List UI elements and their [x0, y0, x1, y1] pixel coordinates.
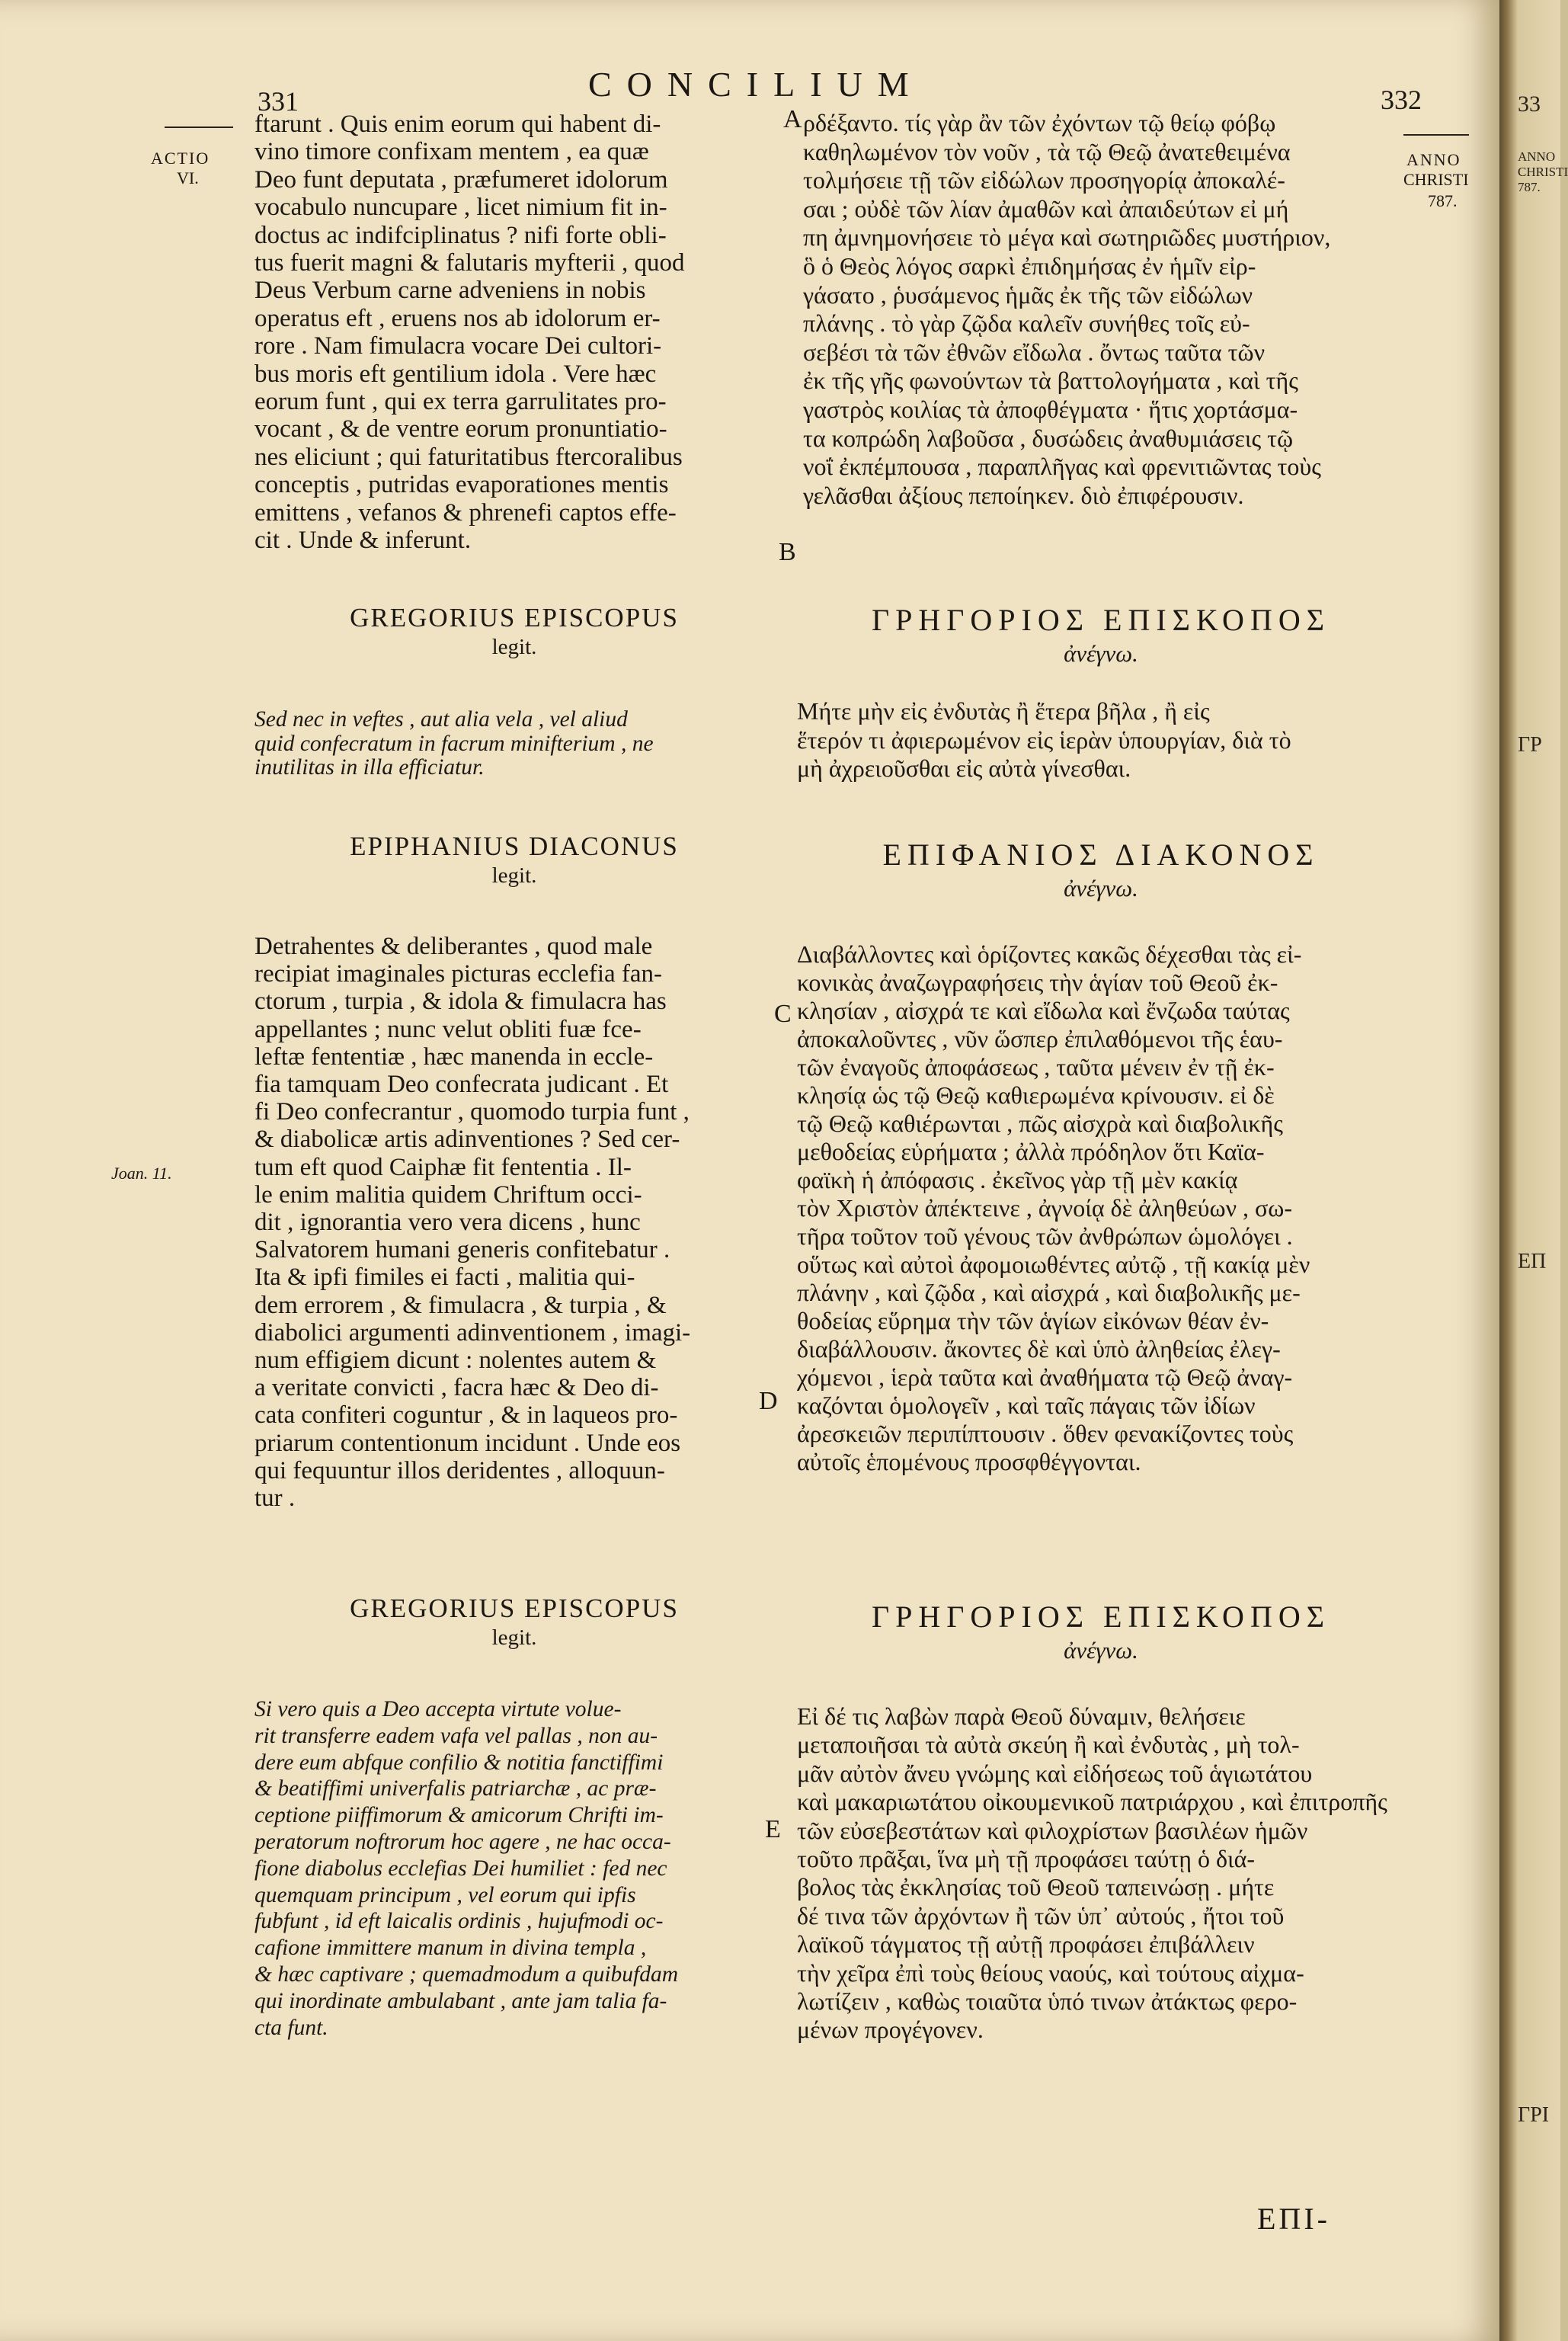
greek-line: πλάνης . τὸ γὰρ ζῷδα καλεῖν συνήθες τοῖς εὐ- [803, 309, 1250, 338]
greek-line: τα κοπρώδη λαβοῦσα , δυσώδεις ἀναθυμιάσεις τῷ [803, 424, 1294, 452]
greek-line: τὴν χεῖρα ἐπὶ τοὺς θείους ναούς, καὶ τούτους αἰχμα- [797, 1958, 1304, 1987]
greek-line: τῶν ἐναγοῦς ἀποφάσεως , ταῦτα μένειν ἐν τῇ ἐκ- [797, 1053, 1275, 1081]
section-letter-d: D [759, 1387, 778, 1415]
latin-line: cafione immittere manum in divina templa , [254, 1936, 647, 1961]
latin-line: appellantes ; nunc velut obliti fuæ fce- [254, 1015, 642, 1043]
latin-line: rit transferre eadem vafa vel pallas , non au- [254, 1723, 658, 1748]
adjacent-heading-1: ΓΡ [1518, 733, 1542, 757]
greek-line: ὃ ὁ Θεὸς λόγος σαρκὶ ἐπιδημήσας ἐν ἡμῖν εἰρ- [803, 251, 1256, 280]
greek-line: ἀποκαλοῦντες , νῦν ὥσπερ ἐπιλαθόμενοι τῆς ἑαυ- [797, 1025, 1283, 1052]
greek-line: νοΐ ἐκπέμπουσα , παραπλῆγας καὶ φρενιτιῶντας τοὺς [803, 453, 1321, 481]
greek-line: ἕτερόν τι ἀφιερωμένον εἰς ἱερὰν ὑπουργίαν, διὰ τὸ [797, 725, 1291, 754]
latin-line: le enim malitia quidem Chriftum occi- [254, 1180, 642, 1209]
latin-line: priarum contentionum incidunt . Unde eos [254, 1429, 681, 1457]
latin-line: Deus Verbum carne adveniens in nobis [254, 277, 646, 305]
latin-line: qui fequuntur illos deridentes , alloquun- [254, 1456, 665, 1484]
margin-rule-right [1403, 134, 1469, 136]
greek-line: δέ τινα τῶν ἀρχόντων ἢ τῶν ὑπ᾽ αὐτούς , ἤτοι τοῦ [797, 1901, 1285, 1929]
greek-heading-anegno: ἀνέγνω. [1064, 875, 1138, 901]
latin-line: ftarunt . Quis enim eorum qui habent di- [254, 110, 661, 138]
bible-citation: Joan. 11. [111, 1164, 172, 1183]
greek-line: πλάνην , καὶ ζῷδα , καὶ αἰσχρά , καὶ διαβολικῆς με- [797, 1279, 1301, 1306]
margin-rule-left [165, 126, 233, 128]
adjacent-heading-2: ΕΠ [1518, 1250, 1547, 1273]
latin-line: inutilitas in illa efficiatur. [254, 755, 485, 780]
greek-line: μεθοδείας εὑρήματα ; ἀλλὰ πρόδηλον ὅτι Καϊα- [797, 1138, 1265, 1165]
greek-line: σαι ; οὐδὲ τῶν λίαν ἀμαθῶν καὶ ἀπαιδεύτων εἰ μή [803, 194, 1289, 223]
latin-line: Si vero quis a Deo accepta virtute volue- [254, 1697, 622, 1721]
greek-line: μᾶν αὐτὸν ἄνευ γνώμης καὶ εἰδήσεως τοῦ ἁγιωτάτου [797, 1759, 1313, 1787]
latin-line: Deo funt deputata , præfumeret idolorum [254, 165, 668, 194]
adjacent-year: 787. [1518, 180, 1541, 194]
greek-line: τῶν εὐσεβεστάτων καὶ φιλοχρίστων βασιλέων ἡμῶν [797, 1816, 1308, 1844]
adjacent-anno: ANNO [1518, 149, 1556, 164]
greek-line: Εἰ δέ τις λαβὼν παρὰ Θεοῦ δύναμιν, θελήσειε [797, 1702, 1246, 1730]
actio-number: VI. [177, 168, 199, 187]
anno-year: 787. [1428, 191, 1458, 210]
greek-line: ἀρεσκειῶν περιπίπτουσιν . ὅθεν φενακίζοντες τοὺς [797, 1420, 1294, 1447]
greek-heading-name: ΓΡΗΓΟΡΙΟΣ ΕΠΙΣΚΟΠΟΣ [872, 1600, 1330, 1634]
latin-line: vocabulo nuncupare , licet nimium fit in- [254, 194, 667, 222]
latin-line: tur . [254, 1484, 296, 1513]
latin-line: ctorum , turpia , & idola & fimulacra has [254, 988, 667, 1016]
latin-line: num effigiem dicunt : nolentes autem & [254, 1347, 657, 1375]
latin-heading-legit: legit. [491, 635, 537, 659]
latin-line: fi Deo confecrantur , quomodo turpia funt , [254, 1098, 690, 1126]
latin-line: qui inordinate ambulabant , ante jam talia fa- [254, 1988, 667, 2013]
greek-line: τῆρα τοῦτον τοῦ γένους τῶν ἀνθρώπων ὡμολόγει . [797, 1222, 1293, 1250]
greek-line: μένων προγέγονεν. [797, 2016, 984, 2044]
greek-section-2-text [797, 940, 1399, 1476]
latin-line: cit . Unde & inferunt. [254, 527, 472, 555]
latin-heading-legit: legit. [491, 1625, 537, 1650]
greek-line: τολμήσειε τῇ τῶν εἰδώλων προσηγορίᾳ ἀποκαλέ- [803, 166, 1285, 194]
latin-line: doctus ac indifciplinatus ? nifi forte obli- [254, 221, 667, 249]
latin-line: Detrahentes & deliberantes , quod male [254, 933, 653, 960]
latin-line: fia tamquam Deo confecrata judicant . Et [254, 1071, 669, 1099]
greek-line: κονικὰς ἀναζωγραφήσεις τὴν ἁγίαν τοῦ Θεοῦ ἐκ- [797, 969, 1278, 996]
greek-line: διαβάλλουσιν. ἄκοντες δὲ καὶ ὑπὸ ἀληθείας ἐλεγ- [797, 1335, 1281, 1363]
latin-heading-legit: legit. [491, 863, 537, 888]
greek-line: χόμενοι , ἱερὰ ταῦτα καὶ ἀναθήματα τῷ Θεῷ ἀναγ- [797, 1363, 1293, 1391]
latin-line: tum eft quod Caiphæ fit fententia . Il- [254, 1153, 632, 1181]
adjacent-heading-3: ΓΡΙ [1518, 2103, 1550, 2127]
latin-line: tus fuerit magni & falutaris myfterii , quod [254, 249, 685, 277]
latin-line: rore . Nam fimulacra vocare Dei cultori- [254, 332, 662, 360]
greek-line: καὶ μακαριωτάτου οἰκουμενικοῦ πατριάρχου , καὶ ἐπιτροπῆς [797, 1788, 1387, 1816]
anno-label: ANNO [1406, 150, 1461, 169]
greek-line: καθηλωμένον τὸν νοῦν , τὰ τῷ Θεῷ ἀνατεθειμένα [803, 137, 1291, 165]
section-letter-c: C [774, 1000, 792, 1028]
catchword: ΕΠΙ- [1257, 2202, 1330, 2236]
latin-line: & hæc captivare ; quemadmodum a quibufdam [254, 1962, 679, 1987]
latin-line: & beatiffimi univerfalis patriarchæ , ac præ- [254, 1776, 657, 1801]
latin-line: dem errorem , & fimulacra , & turpia , & [254, 1291, 667, 1319]
latin-heading-name: GREGORIUS EPISCOPUS [350, 1593, 679, 1623]
latin-line: vino timore confixam mentem , ea quæ [254, 138, 649, 166]
adjacent-page-edge [1499, 0, 1568, 2341]
latin-line: dere eum abfque confilio & notitia fanctiffimi [254, 1750, 664, 1775]
adjacent-christi: CHRISTI [1518, 165, 1568, 179]
greek-line: καζόνται ὁμολογεῖν , καὶ ταῖς πάγαις τῶν ἰδίων [797, 1391, 1256, 1419]
greek-line: οὕτως καὶ αὐτοὶ ἀφομοιωθέντες αὐτῷ , τῇ κακίᾳ μὲν [797, 1251, 1310, 1278]
latin-line: ceptione piiffimorum & amicorum Chrifti im- [254, 1803, 664, 1828]
greek-line: μὴ ἀχρειοῦσθαι εἰς αὐτὰ γίνεσθαι. [797, 754, 1131, 783]
greek-line: λωτίζειν , καθὼς τοιαῦτα ὑπό τινων ἀτάκτως φερο- [797, 1987, 1298, 2016]
greek-heading-anegno: ἀνέγνω. [1064, 640, 1138, 667]
greek-line: τὸν Χριστὸν ἀπέκτεινε , ἀγνοίᾳ δὲ ἀληθεύων , σω- [797, 1194, 1292, 1222]
latin-heading-name: GREGORIUS EPISCOPUS [350, 603, 679, 632]
greek-line: ρδέξαντο. τίς γὰρ ἂν τῶν ἐχόντων τῷ θείῳ φόβῳ [803, 109, 1276, 136]
latin-line: quid confecratum in facrum minifterium , ne [254, 731, 654, 756]
greek-line: λαϊκοῦ τάγματος τῇ αὐτῇ προφάσει ἐπιβάλλειν [797, 1930, 1255, 1958]
greek-section-1-text [797, 697, 1399, 783]
latin-heading-name: EPIPHANIUS DIACONUS [350, 831, 679, 861]
greek-line: κλησίᾳ ὡς τῷ Θεῷ καθιερωμένα κρίνουσιν. εἰ δὲ [797, 1081, 1275, 1109]
greek-line: Διαβάλλοντες καὶ ὁρίζοντες κακῶς δέχεσθαι τὰς εἰ- [797, 940, 1302, 968]
latin-heading-gregorius-2 [251, 1594, 777, 1652]
latin-opening-text [254, 110, 788, 555]
greek-section-3-text [797, 1702, 1399, 2045]
left-page-number: 331 [258, 86, 299, 117]
latin-line: nes eliciunt ; qui faturitatibus ftercoralibus [254, 443, 683, 471]
latin-line: conceptis , putridas evaporationes mentis [254, 471, 669, 499]
greek-line: γαστρὸς κοιλίας τὰ ἀποφθέγματα · ἥτις χορτάσμα- [803, 395, 1298, 423]
greek-line: τῷ Θεῷ καθιέρωνται , πῶς αἰσχρὰ καὶ διαβολικῆς [797, 1110, 1283, 1137]
latin-line: eorum funt , qui ex terra garrulitates pro- [254, 388, 667, 416]
greek-line: βολος τὰς ἐκκλησίας τοῦ Θεοῦ ταπεινώσῃ . μήτε [797, 1873, 1275, 1901]
latin-line: recipiat imaginales picturas ecclefia fan- [254, 960, 663, 988]
section-letter-e: E [765, 1815, 781, 1843]
latin-line: peratorum noftrorum hoc agere , ne hac occa- [254, 1829, 671, 1854]
greek-line: Μήτε μὴν εἰς ἐνδυτὰς ἢ ἕτερα βῆλα , ἢ εἰς [797, 697, 1210, 725]
latin-heading-epiphanius [251, 832, 777, 890]
greek-heading-name: ΓΡΗΓΟΡΙΟΣ ΕΠΙΣΚΟΠΟΣ [872, 603, 1330, 637]
greek-heading-name: ΕΠΙΦΑΝΙΟΣ ΔΙΑΚΟΝΟΣ [882, 837, 1320, 872]
latin-line: operatus eft , eruens nos ab idolorum er- [254, 304, 661, 332]
latin-line: diabolici argumenti adinventionem , imagi- [254, 1318, 691, 1347]
latin-line: quemquam principum , vel eorum qui ipfis [254, 1882, 636, 1907]
latin-line: fione diabolus ecclefias Dei humiliet : fed nec [254, 1856, 667, 1881]
greek-heading-gregorios-2 [792, 1600, 1410, 1667]
greek-line: σεβέσι τὰ τῶν ἐθνῶν εἴδωλα . ὄντως ταῦτα τῶν [803, 338, 1266, 366]
section-letter-a: A [783, 105, 802, 133]
latin-line: Ita & ipfi fimiles ei facti , malitia qui- [254, 1263, 635, 1292]
greek-opening-text [803, 109, 1397, 510]
latin-line: emittens , vefanos & phrenefi captos effe- [254, 498, 677, 527]
latin-heading-gregorius-1 [251, 604, 777, 661]
latin-line: a veritate convicti , facra hæc & Deo di- [254, 1374, 659, 1402]
latin-line: Salvatorem humani generis confitebatur . [254, 1236, 670, 1264]
latin-line: fubfunt , id eft laicalis ordinis , hujufmodi oc- [254, 1909, 664, 1934]
greek-line: μεταποιῆσαι τὰ αὐτὰ σκεύη ἢ καὶ ἐνδυτὰς , μὴ τολ- [797, 1731, 1300, 1759]
running-title: CONCILIUM [588, 65, 924, 104]
greek-heading-epiphanios [792, 838, 1410, 905]
latin-line: vocant , & de ventre eorum pronuntiatio- [254, 415, 667, 444]
latin-line: cta funt. [254, 2015, 328, 2040]
latin-line: bus moris eft gentilium idola . Vere hæc [254, 360, 657, 388]
greek-line: τοῦτο πρᾶξαι, ἵνα μὴ τῇ προφάσει ταύτῃ ὁ διά- [797, 1845, 1256, 1873]
greek-line: γάσατο , ῥυσάμενος ἡμᾶς ἐκ τῆς τῶν εἰδώλων [803, 280, 1253, 309]
right-page-number: 332 [1381, 85, 1422, 115]
greek-line: πη ἀμνημονήσειε τὸ μέγα καὶ σωτηριῶδες μυστήριον, [803, 223, 1331, 251]
greek-heading-gregorios-1 [792, 604, 1410, 671]
latin-section-3-text [254, 1696, 788, 2041]
greek-heading-anegno: ἀνέγνω. [1064, 1637, 1138, 1664]
greek-line: αὐτοῖς ἑπομένους προσφθέγγονται. [797, 1448, 1141, 1475]
christi-label: CHRISTI [1403, 170, 1469, 189]
greek-line: ἐκ τῆς γῆς φωνούντων τὰ βαττολογήματα , καὶ τῆς [803, 367, 1298, 395]
latin-line: Sed nec in veftes , aut alia vela , vel aliud [254, 707, 628, 732]
latin-line: leftæ fententiæ , hæc manenda in eccle- [254, 1042, 654, 1071]
latin-line: cata confiteri coguntur , & in laqueos pro- [254, 1401, 678, 1430]
actio-label: ACTIO [151, 149, 210, 168]
latin-line: & diabolicæ artis adinventiones ? Sed cer- [254, 1126, 680, 1154]
section-letter-b: B [779, 538, 796, 566]
latin-section-1-text [254, 708, 788, 780]
greek-line: φαϊκὴ ἡ ἀπόφασις . ἐκεῖνος γὰρ τῇ μὲν κακίᾳ [797, 1166, 1238, 1193]
latin-line: dit , ignorantia vero vera dicens , hunc [254, 1209, 641, 1237]
greek-line: θοδείας εὕρημα τὴν τῶν ἁγίων εἰκόνων θέαν ἐν- [797, 1307, 1269, 1334]
greek-line: γελᾶσθαι ἀξίους πεποίηκεν. διὸ ἐπιφέρουσιν. [803, 481, 1244, 509]
latin-section-2-text [254, 933, 788, 1512]
adjacent-page-number: 33 [1518, 91, 1541, 117]
greek-line: κλησίαν , αἰσχρά τε καὶ εἴδωλα καὶ ἔνζωδα ταύτας [797, 997, 1290, 1024]
